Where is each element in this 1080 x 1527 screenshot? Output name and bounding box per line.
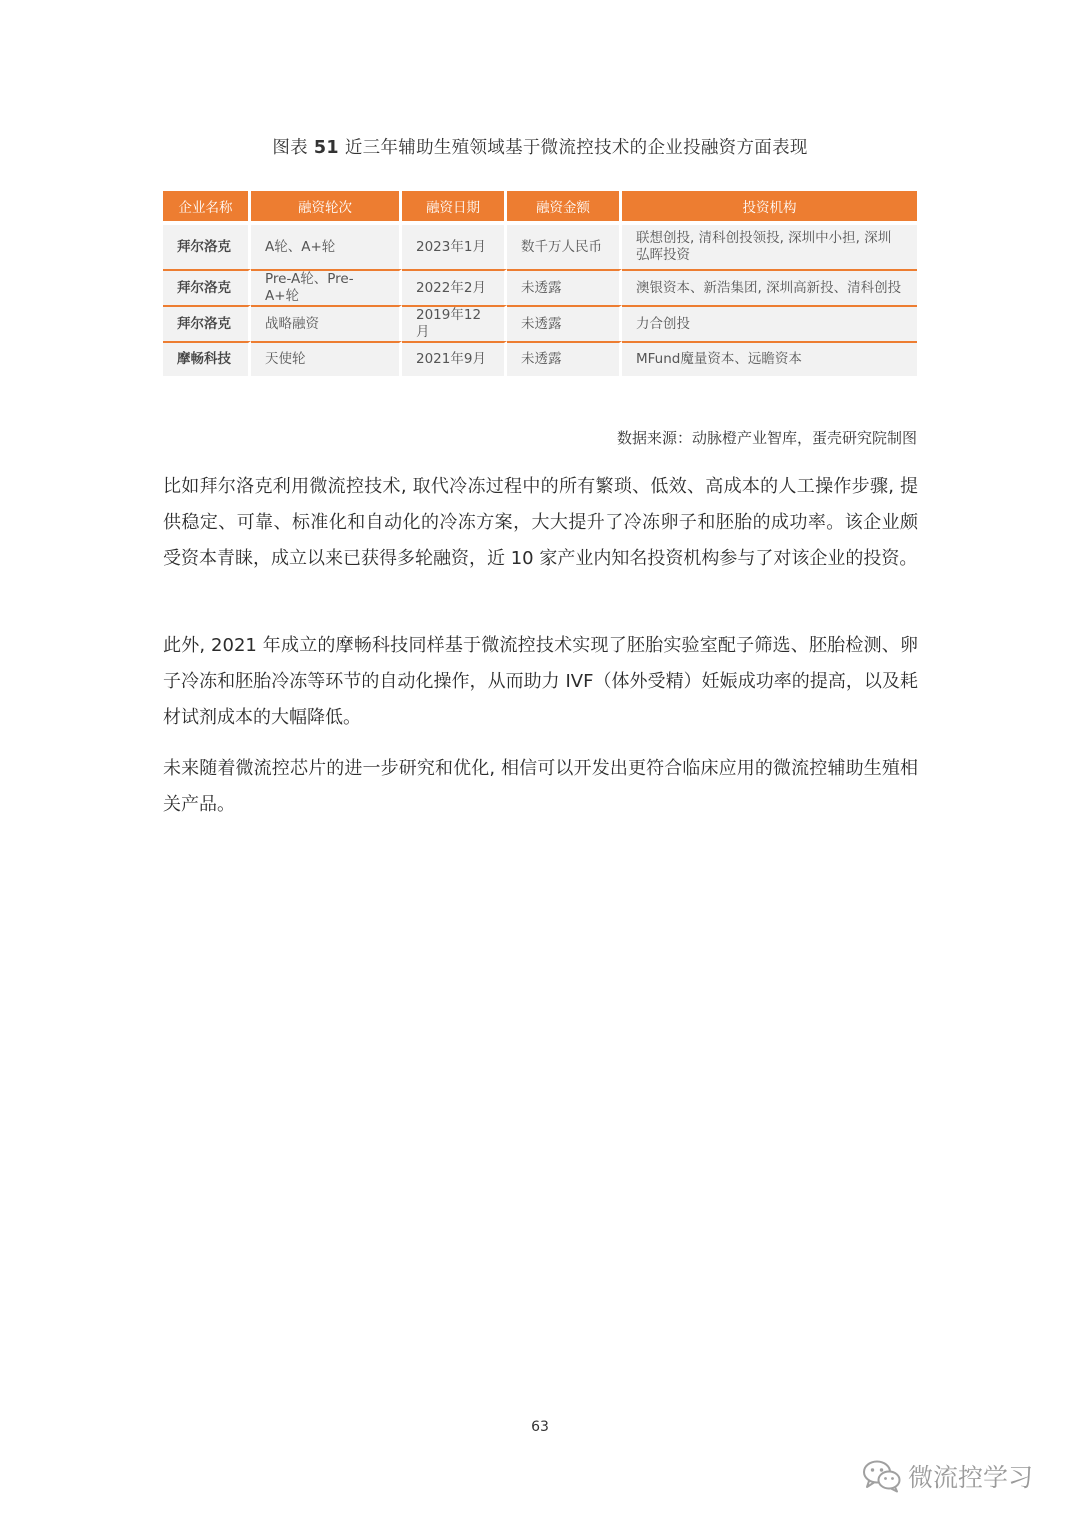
cell-round: A轮、A+轮 [251,221,402,269]
cell-investors: 力合创投 [622,305,917,341]
cell-amount: 未透露 [507,269,622,305]
financing-table [163,191,917,376]
page-number: 63 [531,1419,549,1435]
table-row [163,341,917,376]
watermark [862,1458,1033,1494]
header-amount: 融资金额 [507,191,622,221]
header-round: 融资轮次 [251,191,402,221]
cell-company: 拜尔洛克 [163,305,251,341]
cell-company: 拜尔洛克 [163,221,251,269]
wechat-icon [862,1459,902,1493]
paragraph-2: 此外, 2021 年成立的摩畅科技同样基于微流控技术实现了胚胎实验室配子筛选、胚胎检测、卵子冷冻和胚胎冷冻等环节的自动化操作，从而助力 IVF（体外受精）妊娠成功率的提高，以及耗材试剂成本的大幅降低。 [163,635,918,728]
cell-round: 战略融资 [251,305,402,341]
cell-investors: 联想创投, 清科创投领投, 深圳中小担, 深圳弘晖投资 [622,221,917,269]
cell-amount: 未透露 [507,305,622,341]
header-date: 融资日期 [402,191,507,221]
paragraph-1: 比如拜尔洛克利用微流控技术, 取代冷冻过程中的所有繁琐、低效、高成本的人工操作步骤, 提供稳定、可靠、标准化和自动化的冷冻方案，大大提升了冷冻卵子和胚胎的成功率。该企业颇受资本青睐，成立以来已获得多轮融资，近 10 家产业内知名投资机构参与了对该企业的投资。 [163,476,918,569]
cell-company: 摩畅科技 [163,341,251,376]
cell-date: 2021年9月 [402,341,507,376]
table-header-row [163,191,917,221]
header-company: 企业名称 [163,191,251,221]
table-row [163,305,917,341]
figure-prefix: 图表 [272,138,308,158]
cell-company: 拜尔洛克 [163,269,251,305]
table-row [163,221,917,269]
paragraph-3: 未来随着微流控芯片的进一步研究和优化, 相信可以开发出更符合临床应用的微流控辅助生殖相关产品。 [163,758,918,815]
cell-date: 2022年2月 [402,269,507,305]
cell-round: 天使轮 [251,341,402,376]
data-source: 数据来源：动脉橙产业智库，蛋壳研究院制图 [616,429,917,447]
figure-title: 近三年辅助生殖领域基于微流控技术的企业投融资方面表现 [344,138,808,158]
figure-number: 51 [313,138,339,158]
cell-amount: 数千万人民币 [507,221,622,269]
cell-date: 2023年1月 [402,221,507,269]
cell-date: 2019年12月 [402,305,507,341]
table-row [163,269,917,305]
header-investors: 投资机构 [622,191,917,221]
cell-investors: 澳银资本、新浩集团, 深圳高新投、清科创投 [622,269,917,305]
cell-round: Pre-A轮、Pre-A+轮 [251,269,402,305]
cell-investors: MFund魔量资本、远瞻资本 [622,341,917,376]
figure-caption [0,134,1080,159]
watermark-text: 微流控学习 [908,1463,1034,1492]
cell-amount: 未透露 [507,341,622,376]
